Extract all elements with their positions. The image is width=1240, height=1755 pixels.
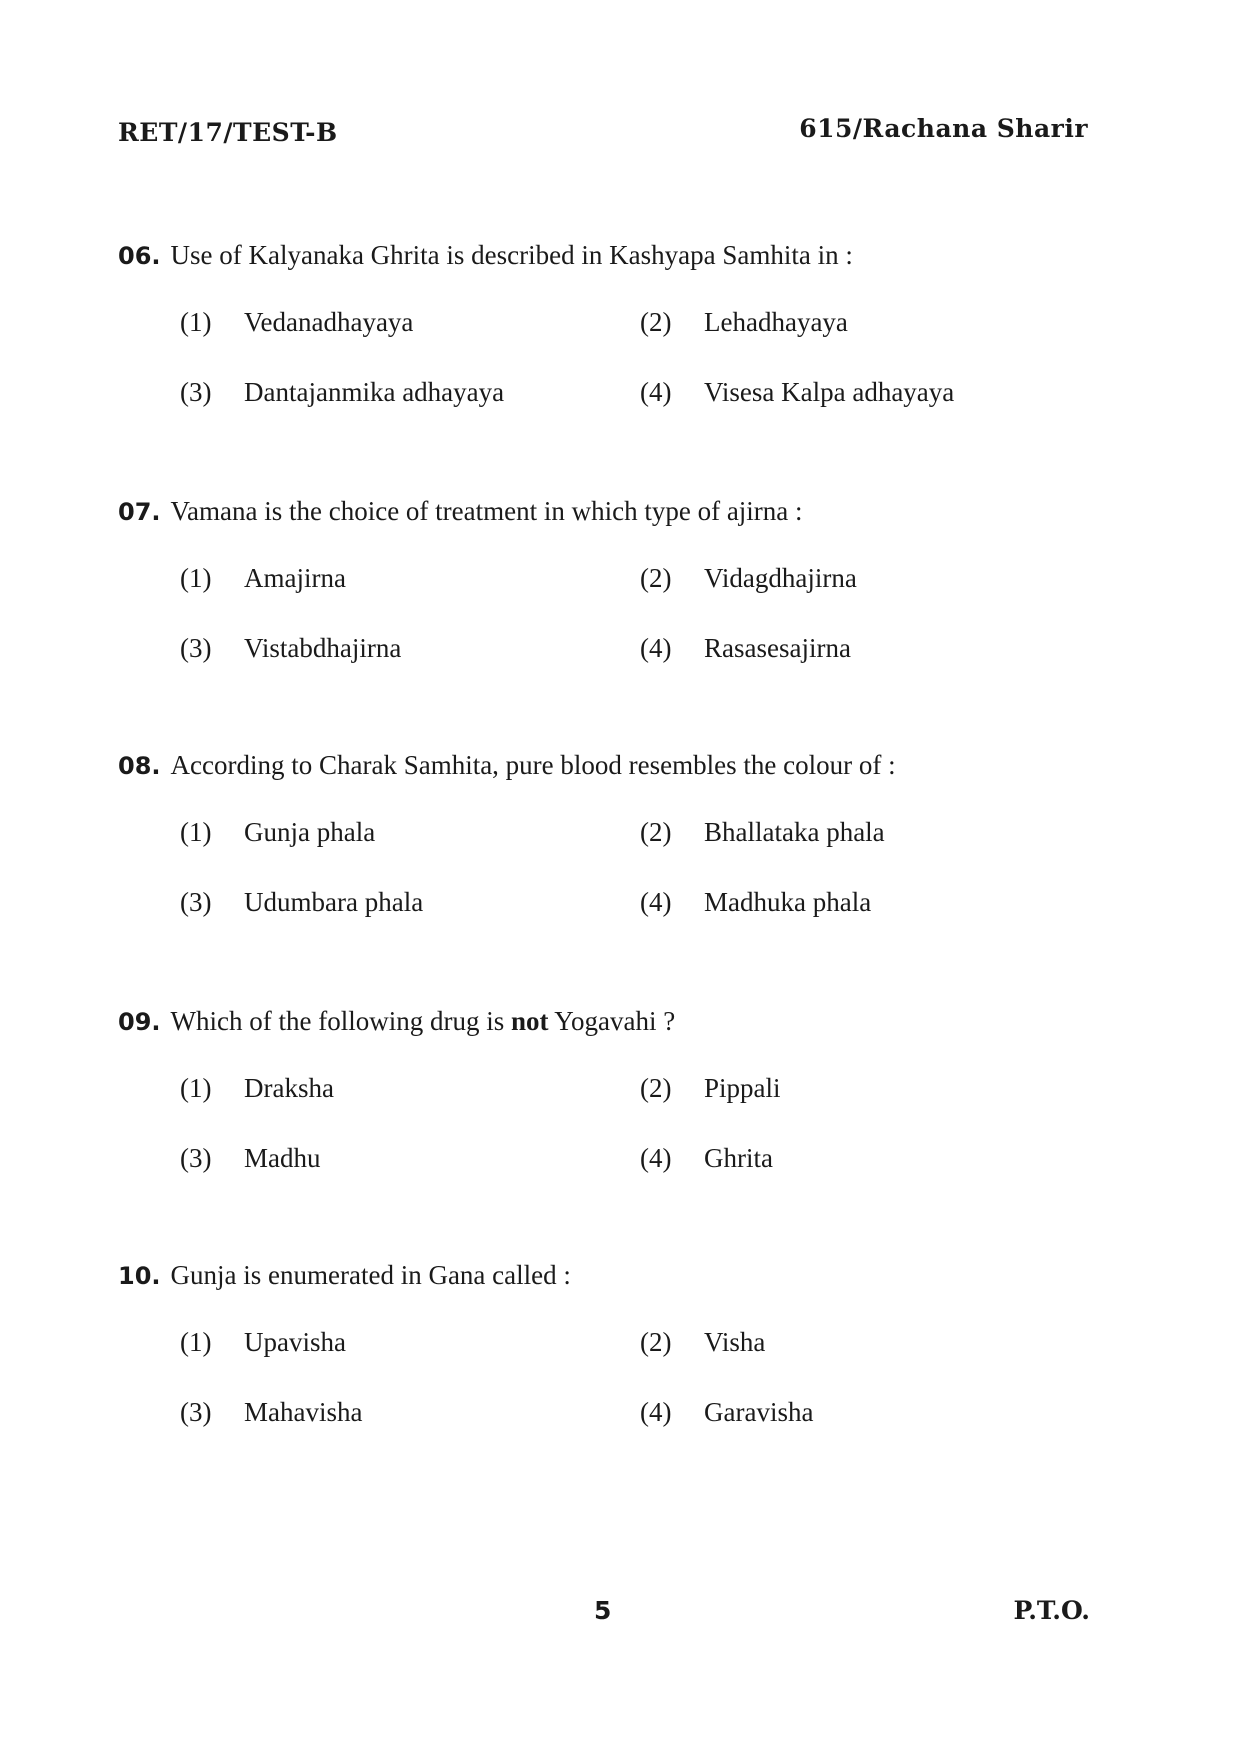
question-number: 06.	[118, 242, 161, 270]
option-number: (3)	[180, 377, 212, 407]
question-text: Gunja is enumerated in Gana called :	[170, 1260, 571, 1290]
option-4	[640, 1395, 1100, 1429]
question-text: Vamana is the choice of treatment in which type of ajirna :	[170, 496, 803, 526]
option-number: (4)	[640, 633, 672, 663]
option-text: Dantajanmika adhayaya	[244, 377, 505, 407]
option-4	[640, 631, 1100, 665]
option-number: (1)	[180, 307, 212, 337]
option-number: (3)	[180, 1143, 212, 1173]
option-number: (2)	[640, 817, 672, 847]
option-4	[640, 1141, 1100, 1175]
question-09	[118, 1004, 1078, 1175]
options-grid	[180, 305, 1078, 409]
options-grid	[180, 561, 1078, 665]
question-text-after: Yogavahi ?	[554, 1006, 676, 1036]
option-3	[180, 1395, 640, 1429]
option-number: (4)	[640, 377, 672, 407]
option-text: Pippali	[704, 1073, 781, 1103]
option-text: Upavisha	[244, 1327, 346, 1357]
option-4	[640, 885, 1100, 919]
page-number: 5	[594, 1596, 612, 1625]
question-10	[118, 1258, 1078, 1429]
option-4	[640, 375, 1100, 409]
option-number: (4)	[640, 887, 672, 917]
option-number: (4)	[640, 1397, 672, 1427]
please-turn-over: P.T.O.	[1013, 1596, 1090, 1625]
option-2	[640, 1071, 1100, 1105]
option-number: (3)	[180, 1397, 212, 1427]
option-1	[180, 1071, 640, 1105]
question-number: 09.	[118, 1008, 161, 1036]
options-grid	[180, 1071, 1078, 1175]
option-text: Madhuka phala	[704, 887, 872, 917]
option-3	[180, 631, 640, 665]
option-number: (3)	[180, 633, 212, 663]
option-3	[180, 1141, 640, 1175]
question-text-emphasis: not	[510, 1006, 549, 1036]
option-1	[180, 561, 640, 595]
option-text: Visesa Kalpa adhayaya	[704, 377, 955, 407]
option-text: Visha	[704, 1327, 766, 1357]
option-number: (2)	[640, 307, 672, 337]
options-grid	[180, 815, 1078, 919]
option-text: Lehadhayaya	[704, 307, 848, 337]
option-text: Ghrita	[704, 1143, 773, 1173]
option-1	[180, 1325, 640, 1359]
option-text: Draksha	[244, 1073, 334, 1103]
option-number: (2)	[640, 1327, 672, 1357]
question-06	[118, 238, 1078, 409]
option-text: Amajirna	[244, 563, 346, 593]
question-text-before: Which of the following drug is	[170, 1006, 505, 1036]
option-number: (1)	[180, 817, 212, 847]
option-1	[180, 815, 640, 849]
option-number: (4)	[640, 1143, 672, 1173]
option-text: Garavisha	[704, 1397, 814, 1427]
option-text: Vidagdhajirna	[704, 563, 857, 593]
option-text: Vedanadhayaya	[244, 307, 414, 337]
option-3	[180, 885, 640, 919]
question-number: 10.	[118, 1262, 161, 1290]
question-number: 08.	[118, 752, 161, 780]
option-number: (1)	[180, 1327, 212, 1357]
option-text: Udumbara phala	[244, 887, 424, 917]
option-text: Madhu	[244, 1143, 321, 1173]
option-text: Rasasesajirna	[704, 633, 851, 663]
option-text: Gunja phala	[244, 817, 376, 847]
option-3	[180, 375, 640, 409]
option-1	[180, 305, 640, 339]
question-08	[118, 748, 1078, 919]
option-text: Vistabdhajirna	[244, 633, 402, 663]
question-number: 07.	[118, 498, 161, 526]
option-number: (2)	[640, 563, 672, 593]
question-text: Use of Kalyanaka Ghrita is described in Kashyapa Samhita in :	[170, 240, 853, 270]
options-grid	[180, 1325, 1078, 1429]
option-2	[640, 815, 1100, 849]
option-number: (1)	[180, 563, 212, 593]
option-2	[640, 305, 1100, 339]
option-number: (3)	[180, 887, 212, 917]
question-text	[171, 1006, 676, 1036]
question-07	[118, 494, 1078, 665]
option-2	[640, 1325, 1100, 1359]
question-text: According to Charak Samhita, pure blood resembles the colour of :	[170, 750, 896, 780]
option-2	[640, 561, 1100, 595]
header-subject: 615/Rachana Sharir	[799, 114, 1088, 143]
option-text: Mahavisha	[244, 1397, 363, 1427]
option-number: (1)	[180, 1073, 212, 1103]
option-text: Bhallataka phala	[704, 817, 885, 847]
option-number: (2)	[640, 1073, 672, 1103]
header-test-code: RET/17/TEST-B	[118, 118, 338, 147]
